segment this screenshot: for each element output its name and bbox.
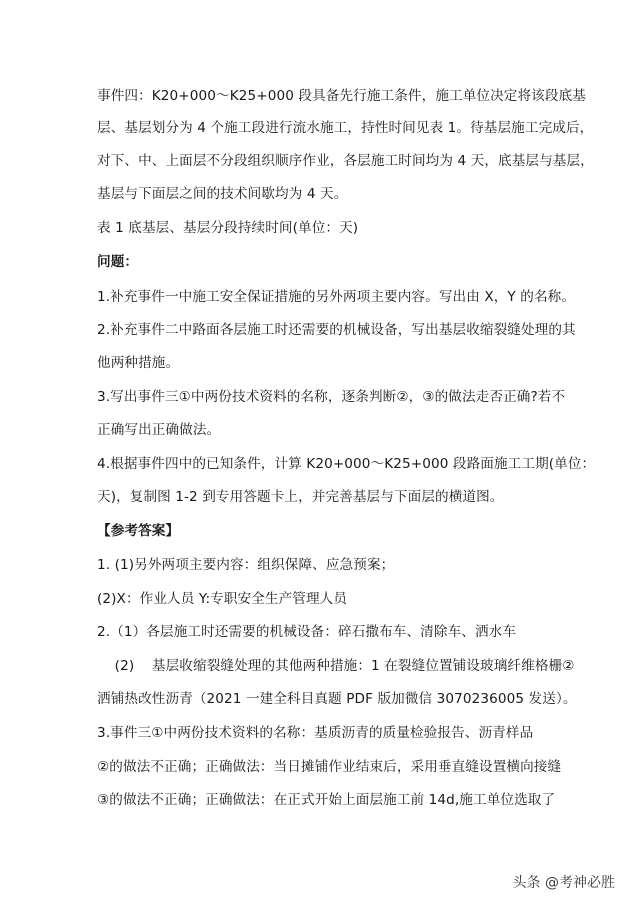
event4-line-3: 对下、中、上面层不分段组织顺序作业，各层施工时间均为 4 天，底基层与基层， bbox=[97, 153, 594, 169]
answer-heading: 【参考答案】 bbox=[97, 523, 180, 539]
question-4-line-1: 4.根据事件四中的已知条件，计算 K20+000～K25+000 段路面施工工期(单位： bbox=[97, 456, 596, 472]
answer-3-line-3: ③的做法不正确；正确做法：在正式开始上面层施工前 14d,施工单位选取了 bbox=[97, 792, 556, 808]
question-4-line-2: 天)，复制图 1-2 到专用答题卡上，并完善基层与下面层的横道图。 bbox=[97, 489, 504, 505]
question-1: 1.补充事件一中施工安全保证措施的另外两项主要内容。写出由 X，Y 的名称。 bbox=[97, 289, 576, 305]
event4-line-4: 基层与下面层之间的技术间歇均为 4 天。 bbox=[97, 186, 348, 202]
questions-heading: 问题： bbox=[97, 254, 139, 270]
answer-2-line-1: 2.（1）各层施工时还需要的机械设备：碎石撒布车、清除车、洒水车 bbox=[97, 624, 517, 640]
question-3-line-2: 正确写出正确做法。 bbox=[97, 422, 221, 438]
question-2-line-1: 2.补充事件二中路面各层施工时还需要的机械设备，写出基层收缩裂缝处理的其 bbox=[97, 322, 576, 338]
event4-line-2: 层、基层划分为 4 个施工段进行流水施工，持性时间见表 1。待基层施工完成后， bbox=[97, 120, 594, 136]
answer-1-line-2: (2)X：作业人员 Y:专职安全生产管理人员 bbox=[97, 591, 348, 607]
answer-3-line-1: 3.事件三①中两份技术资料的名称：基质沥青的质量检验报告、沥青样品 bbox=[97, 725, 534, 741]
question-3-line-1: 3.写出事件三①中两份技术资料的名称，逐条判断②，③的做法走否正确?若不 bbox=[97, 389, 566, 405]
event4-line-1: 事件四：K20+000～K25+000 段具备先行施工条件，施工单位决定将该段底基 bbox=[97, 88, 586, 104]
source-watermark: 头条 @考神必胜 bbox=[512, 875, 615, 891]
question-2-line-2: 他两种措施。 bbox=[97, 355, 180, 371]
answer-1-line-1: 1. (1)另外两项主要内容：组织保障、应急预案； bbox=[97, 557, 395, 573]
answer-3-line-2: ②的做法不正确；正确做法：当日摊铺作业结束后，采用垂直缝设置横向接缝 bbox=[97, 759, 562, 775]
answer-2-line-2: (2) 基层收缩裂缝处理的其他两种措施：1 在裂缝位置铺设玻璃纤维格栅② bbox=[97, 658, 575, 674]
table-caption: 表 1 底基层、基层分段持续时间(单位：天) bbox=[97, 220, 359, 236]
answer-2-line-3: 洒铺热改性沥青（2021 一建全科目真题 PDF 版加微信 3070236005 发送）。 bbox=[97, 691, 577, 707]
